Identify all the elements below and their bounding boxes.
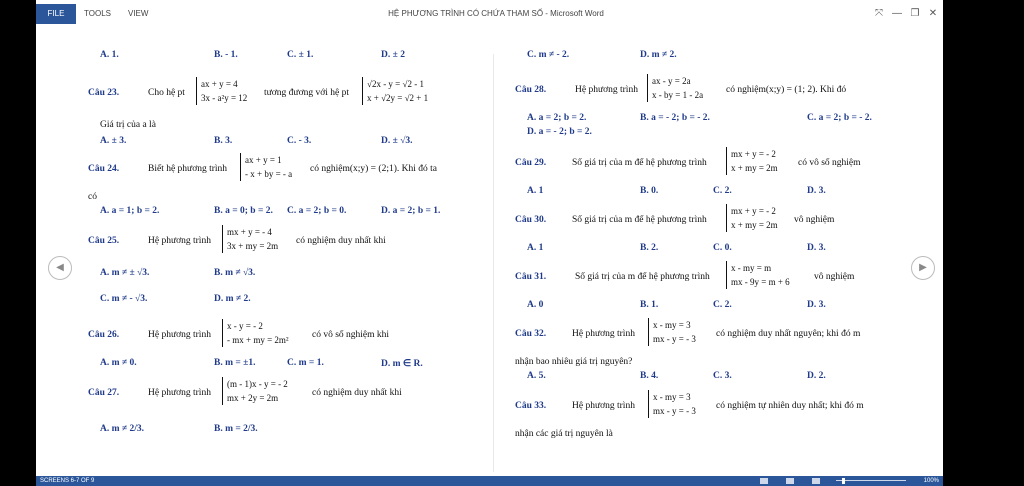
- question-label: Câu 27.: [88, 388, 120, 398]
- zoom-level[interactable]: 100%: [923, 478, 939, 484]
- menu-file[interactable]: FILE: [36, 4, 76, 24]
- prev-screen-button[interactable]: ◀: [48, 256, 72, 280]
- option-d: D. a = - 2; b = 2.: [527, 127, 592, 137]
- option-a: A. a = 2; b = 2.: [527, 113, 587, 123]
- option-c: C. 2.: [713, 186, 732, 196]
- document-title: HỆ PHƯƠNG TRÌNH CÓ CHỨA THAM SỐ - Microsoft Word: [388, 9, 604, 18]
- option-b: B. 1.: [640, 300, 659, 310]
- option-a: A. 1: [527, 186, 544, 196]
- option-b: B. m ≠ √3.: [214, 268, 256, 278]
- option-c: C. 2.: [713, 300, 732, 310]
- restore-button[interactable]: ❐: [910, 8, 920, 19]
- menu-view[interactable]: VIEW: [128, 9, 149, 18]
- question-text: có: [88, 192, 97, 202]
- option-c: C. - 3.: [287, 136, 312, 146]
- question-label: Câu 25.: [88, 236, 120, 246]
- question-text: có nghiệm duy nhất nguyên; khi đó m: [716, 329, 861, 339]
- equation-system: mx + y = - 2 x + my = 2m: [726, 204, 778, 232]
- option-d: D. 2.: [807, 371, 826, 381]
- equation-system: ax + y = 4 3x - a²y = 12: [196, 77, 247, 105]
- status-bar: [36, 476, 943, 486]
- question-text: có nghiệm duy nhất khi: [296, 236, 386, 246]
- option-b: B. - 1.: [214, 50, 238, 60]
- equation-system: x - my = 3 mx - y = - 3: [648, 318, 696, 346]
- question-text: Số giá trị của m để hệ phương trình: [572, 215, 707, 225]
- option-b: B. 4.: [640, 371, 659, 381]
- question-text: tương đương với hệ pt: [264, 88, 350, 98]
- question-text: Hệ phương trình: [148, 236, 211, 246]
- question-label: Câu 29.: [515, 158, 547, 168]
- question-text: Hệ phương trình: [575, 85, 638, 95]
- question-text: Cho hệ pt: [148, 88, 185, 98]
- minimize-button[interactable]: —: [892, 8, 902, 19]
- equation-system: ax + y = 1 - x + by = - a: [240, 153, 292, 181]
- option-d: D. a = 2; b = 1.: [381, 206, 441, 216]
- document-page: [36, 24, 943, 476]
- option-c: C. 0.: [713, 243, 732, 253]
- question-text: Số giá trị của m để hệ phương trình: [572, 158, 707, 168]
- option-b: B. 2.: [640, 243, 659, 253]
- print-layout-icon[interactable]: [786, 478, 794, 484]
- option-c: C. ± 1.: [287, 50, 314, 60]
- equation-system: mx + y = - 4 3x + my = 2m: [222, 225, 278, 253]
- option-a: A. m ≠ 2/3.: [100, 424, 145, 434]
- option-d: D. 3.: [807, 186, 826, 196]
- question-text: vô nghiệm: [794, 215, 835, 225]
- option-c: C. m = 1.: [287, 358, 324, 368]
- question-text: có nghiệm(x;y) = (1; 2). Khi đó: [726, 85, 847, 95]
- question-text: Hệ phương trình: [148, 330, 211, 340]
- question-text: có vô số nghiệm khi: [312, 330, 390, 340]
- equation-system: x - my = 3 mx - y = - 3: [648, 390, 696, 418]
- option-d: D. 3.: [807, 300, 826, 310]
- question-text: Số giá trị của m để hệ phương trình: [575, 272, 710, 282]
- option-a: A. 0: [527, 300, 544, 310]
- question-label: Câu 32.: [515, 329, 547, 339]
- question-text: Hệ phương trình: [572, 329, 635, 339]
- question-label: Câu 33.: [515, 401, 547, 411]
- option-a: A. m ≠ 0.: [100, 358, 137, 368]
- option-c: C. a = 2; b = - 2.: [807, 113, 872, 123]
- question-text: Hệ phương trình: [572, 401, 635, 411]
- question-text: Biết hệ phương trình: [148, 164, 228, 174]
- option-d: D. m ≠ 2.: [214, 294, 251, 304]
- option-b: B. 0.: [640, 186, 659, 196]
- option-d: D. ± 2: [381, 50, 405, 60]
- page-indicator: SCREENS 6-7 OF 9: [40, 478, 95, 484]
- zoom-slider-handle[interactable]: [842, 478, 845, 484]
- option-c: C. m ≠ - 2.: [527, 50, 570, 60]
- option-a: A. 1.: [100, 50, 119, 60]
- question-text: Hệ phương trình: [148, 388, 211, 398]
- option-c: C. a = 2; b = 0.: [287, 206, 347, 216]
- question-label: Câu 23.: [88, 88, 120, 98]
- question-text: nhận bao nhiêu giá trị nguyên?: [515, 357, 633, 367]
- question-label: Câu 28.: [515, 85, 547, 95]
- option-a: A. m ≠ ± √3.: [100, 268, 150, 278]
- question-text: có vô số nghiệm: [798, 158, 861, 168]
- option-d: D. ± √3.: [381, 136, 413, 146]
- question-text: nhận các giá trị nguyên là: [515, 429, 613, 439]
- title-bar: [36, 4, 943, 24]
- option-a: A. 5.: [527, 371, 546, 381]
- option-b: B. m = 2/3.: [214, 424, 258, 434]
- equation-system: mx + y = - 2 x + my = 2m: [726, 147, 778, 175]
- read-mode-icon[interactable]: [760, 478, 768, 484]
- question-label: Câu 31.: [515, 272, 547, 282]
- option-d: D. m ∈ R.: [381, 359, 423, 369]
- question-label: Câu 26.: [88, 330, 120, 340]
- equation-system: (m - 1)x - y = - 2 mx + 2y = 2m: [222, 377, 288, 405]
- question-text: có nghiệm tự nhiên duy nhất; khi đó m: [716, 401, 864, 411]
- zoom-slider[interactable]: [836, 480, 906, 481]
- equation-system: x - y = - 2 - mx + my = 2m²: [222, 319, 289, 347]
- web-layout-icon[interactable]: [812, 478, 820, 484]
- option-c: C. 3.: [713, 371, 732, 381]
- word-window: [36, 0, 943, 486]
- close-button[interactable]: ✕: [928, 8, 938, 19]
- question-text: có nghiệm duy nhất khi: [312, 388, 402, 398]
- question-text: có nghiệm(x;y) = (2;1). Khi đó ta: [310, 164, 437, 174]
- fit-icon[interactable]: ⤧: [875, 8, 883, 19]
- equation-system: ax - y = 2a x - by = 1 - 2a: [647, 74, 703, 102]
- question-text: Giá trị của a là: [100, 120, 156, 130]
- option-b: B. a = - 2; b = - 2.: [640, 113, 710, 123]
- question-text: vô nghiệm: [814, 272, 855, 282]
- option-a: A. a = 1; b = 2.: [100, 206, 160, 216]
- equation-system: √2x - y = √2 - 1 x + √2y = √2 + 1: [362, 77, 428, 105]
- column-divider: [493, 54, 494, 472]
- option-c: C. m ≠ - √3.: [100, 294, 148, 304]
- option-d: D. m ≠ 2.: [640, 50, 677, 60]
- option-d: D. 3.: [807, 243, 826, 253]
- option-b: B. a = 0; b = 2.: [214, 206, 273, 216]
- option-a: A. 1: [527, 243, 544, 253]
- option-b: B. 3.: [214, 136, 233, 146]
- next-screen-button[interactable]: ▶: [911, 256, 935, 280]
- option-b: B. m = ±1.: [214, 358, 256, 368]
- option-a: A. ± 3.: [100, 136, 127, 146]
- menu-tools[interactable]: TOOLS: [84, 9, 111, 18]
- question-label: Câu 30.: [515, 215, 547, 225]
- question-label: Câu 24.: [88, 164, 120, 174]
- equation-system: x - my = m mx - 9y = m + 6: [726, 261, 790, 289]
